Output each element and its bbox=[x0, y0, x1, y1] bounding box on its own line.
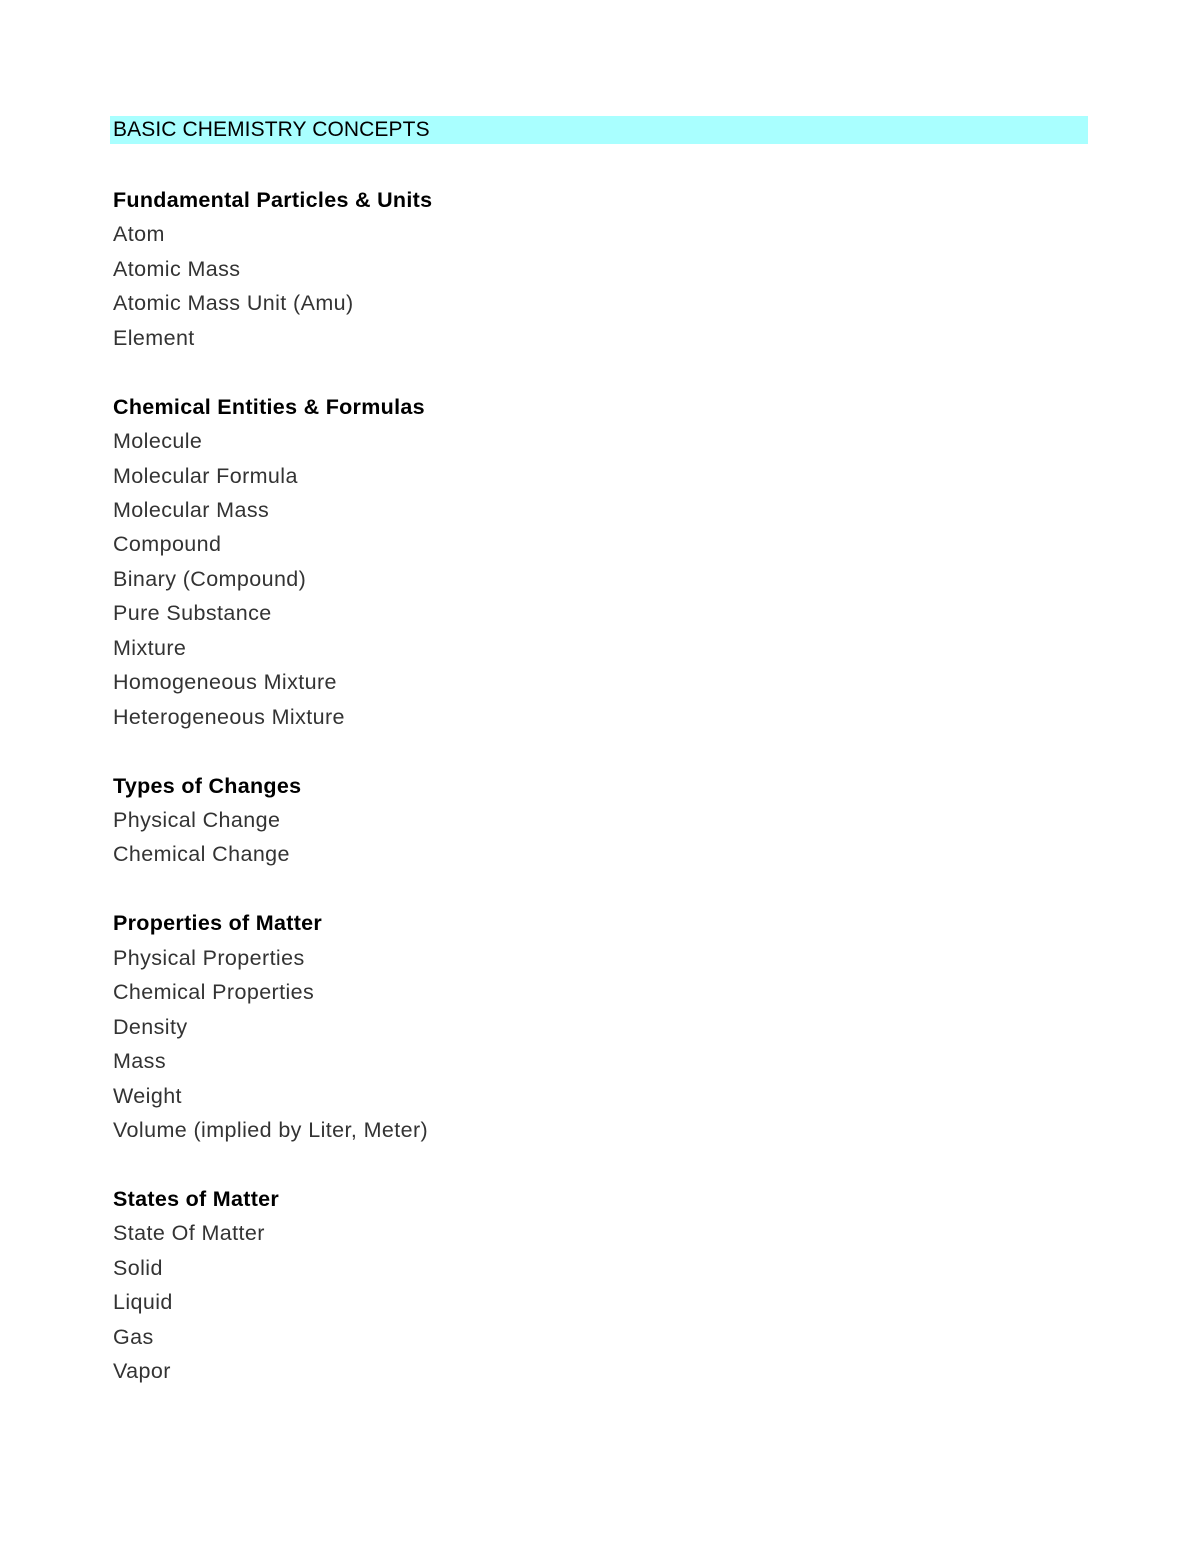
section-properties-of-matter bbox=[113, 906, 1013, 1147]
section-chemical-entities bbox=[113, 390, 1013, 734]
list-item: Mass bbox=[113, 1049, 166, 1074]
list-item: Molecular Mass bbox=[113, 498, 270, 522]
list-item: Gas bbox=[113, 1324, 154, 1349]
list-item: Binary (Compound) bbox=[113, 566, 307, 591]
list-item: Atom bbox=[113, 222, 165, 247]
list-item: Vapor bbox=[113, 1359, 171, 1384]
list-item: Molecular Formula bbox=[113, 463, 298, 488]
list-item: Chemical Change bbox=[113, 842, 290, 867]
list-item: State Of Matter bbox=[113, 1221, 265, 1246]
list-item: Mixture bbox=[113, 635, 187, 660]
section-heading: States of Matter bbox=[113, 1186, 280, 1211]
list-item: Pure Substance bbox=[113, 601, 272, 626]
list-item: Heterogeneous Mixture bbox=[113, 704, 345, 729]
list-item: Atomic Mass bbox=[113, 256, 241, 281]
section-states-of-matter bbox=[113, 1182, 1013, 1389]
list-item: Chemical Properties bbox=[113, 980, 315, 1005]
list-item: Molecule bbox=[113, 429, 203, 454]
list-item: Density bbox=[113, 1014, 188, 1039]
document-content bbox=[113, 183, 1013, 1423]
section-heading: Properties of Matter bbox=[113, 911, 323, 936]
section-fundamental-particles bbox=[113, 183, 1013, 355]
list-item: Solid bbox=[113, 1255, 163, 1280]
section-heading: Chemical Entities & Formulas bbox=[113, 394, 425, 419]
list-item: Element bbox=[113, 325, 195, 350]
document-title: BASIC CHEMISTRY CONCEPTS bbox=[113, 118, 430, 141]
list-item: Homogeneous Mixture bbox=[113, 670, 337, 695]
list-item: Weight bbox=[113, 1083, 182, 1108]
section-heading: Types of Changes bbox=[113, 773, 302, 798]
list-item: Physical Change bbox=[113, 808, 281, 832]
list-item: Liquid bbox=[113, 1290, 173, 1315]
list-item: Volume (implied by Liter, Meter) bbox=[113, 1118, 429, 1142]
list-item: Compound bbox=[113, 532, 222, 557]
list-item: Physical Properties bbox=[113, 945, 305, 970]
list-item: Atomic Mass Unit (Amu) bbox=[113, 291, 354, 316]
section-types-of-changes bbox=[113, 769, 1013, 872]
section-heading: Fundamental Particles & Units bbox=[113, 188, 433, 212]
